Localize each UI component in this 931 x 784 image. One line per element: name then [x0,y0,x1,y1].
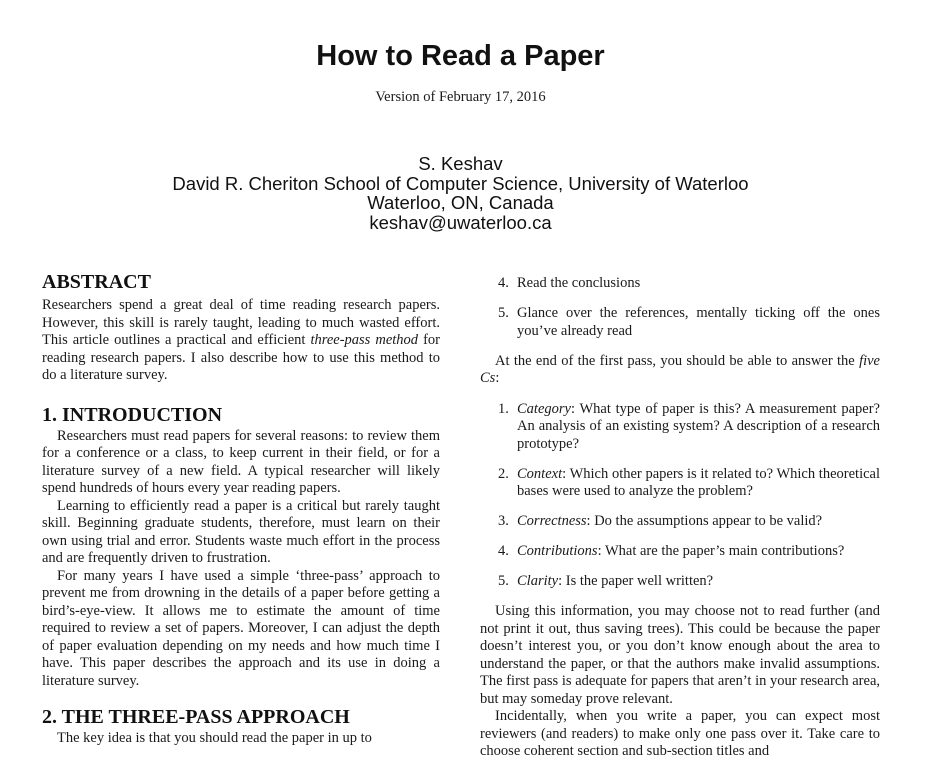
body-paragraph: Incidentally, when you write a paper, you can expect most reviewers (and readers) to make only one pass over it. Take care to choose coherent section and sub-section titles and [480,708,880,759]
intro-paragraph: Researchers must read papers for several reasons: to review them for a conference or a class, to keep current in their field, or for a literature survey of a new field. A typical researcher will likely spend hundreds of hours every year reading papers. [42,427,440,496]
introduction-heading: 1. INTRODUCTION [42,403,223,426]
right-column [480,275,880,761]
author-email[interactable]: keshav@uwaterloo.ca [369,211,552,233]
version-date: Version of February 17, 2016 [375,89,546,105]
author-location: Waterloo, ON, Canada [367,192,554,213]
intro-paragraph: For many years I have used a simple ‘three-pass’ approach to prevent me from drowning in the details of a paper before getting a bird’s-eye-view. It allows me to estimate the amount of time required to review a set of papers. Moreover, I can adjust the depth of paper evaluation depending on my needs and how much time I have. This paper describes the approach and its use in doing a literature survey. [42,567,440,689]
author-name: S. Keshav [418,153,503,174]
list-item: 1. Category: What type of paper is this? A measurement paper? An analysis of an existing system? A description of a research prototype? [498,400,880,452]
left-column [42,270,440,748]
abstract-heading: ABSTRACT [42,271,151,293]
body-paragraph: Using this information, you may choose not to read further (and not print it out, thus saving trees). This could be because the paper doesn’t interest you, or you don’t know enough about the area to understand the paper, or that the authors make invalid assumptions. The first pass is adequate for papers that aren’t in your research area, but may someday prove relevant. [480,603,880,707]
author-block [0,154,921,232]
abstract-text: Researchers spend a great deal of time reading research papers. However, this skill is rarely taught, leading to much wasted effort. This article outlines a practical and efficient three-pass method for reading research papers. I also describe how to use this method to do a literature survey. [42,297,440,383]
list-item: 4. Read the conclusions [498,275,641,291]
three-pass-heading: 2. THE THREE-PASS APPROACH [42,706,350,728]
intro-paragraph: Learning to efficiently read a paper is a critical but rarely taught skill. Beginning graduate students, therefore, must learn on their own using trial and error. Students waste much effort in the process and are frequently driven to frustration. [42,497,440,566]
paper-title: How to Read a Paper [316,40,605,72]
list-item: 5. Glance over the references, mentally ticking off the ones you’ve already read [498,305,880,339]
author-affiliation: David R. Cheriton School of Computer Science, University of Waterloo [172,172,749,194]
list-item: 3. Correctness: Do the assumptions appear to be valid? [498,513,823,529]
list-item: 5. Clarity: Is the paper well written? [498,573,714,589]
list-item: 4. Contributions: What are the paper’s main contributions? [498,543,845,559]
three-pass-paragraph: The key idea is that you should read the paper in up to [57,730,372,746]
five-cs-intro: At the end of the first pass, you should be able to answer the five Cs: [480,352,880,386]
five-cs-list [480,401,880,591]
first-pass-steps [480,275,880,340]
list-item: 2. Context: Which other papers is it related to? Which theoretical bases were used to analyze the problem? [498,465,880,499]
